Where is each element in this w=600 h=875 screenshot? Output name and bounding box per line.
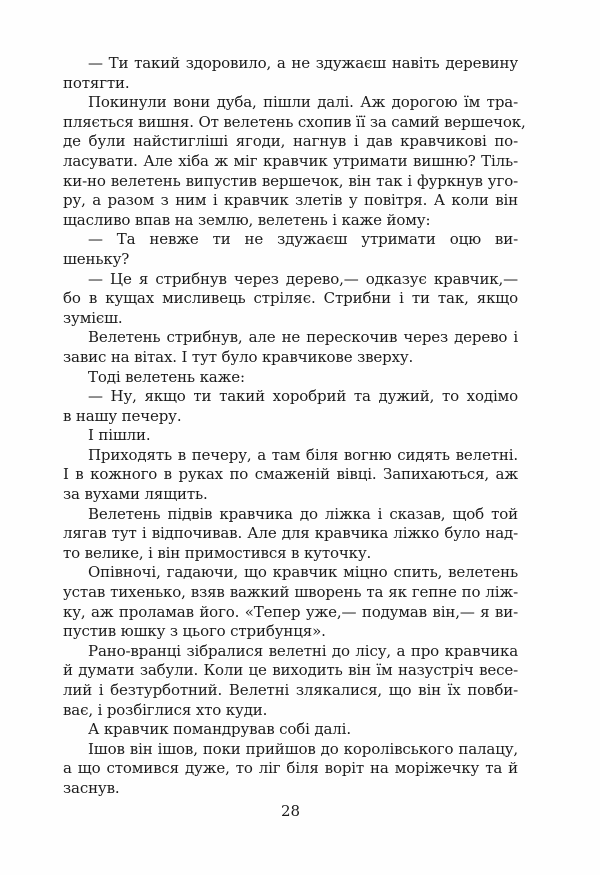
text-line: Велетень стрибнув, але не перескочив через дерево і — [88, 328, 518, 347]
text-line: потягти. — [63, 73, 130, 92]
text-line: де були найстигліші ягоди, нагнув і дав кравчикові по- — [63, 132, 518, 151]
text-block — [63, 54, 526, 799]
page-number: 28 — [280, 802, 301, 820]
text-line: І пішли. — [88, 426, 151, 445]
text-line: то велике, і він примостився в куточку. — [63, 543, 372, 562]
text-line: А кравчик помандрував собі далі. — [88, 720, 351, 739]
text-line: Ішов він ішов, поки прийшов до королівського палацу, — [88, 739, 518, 758]
text-line: й думати забули. Коли це виходить він їм назустріч весе- — [63, 661, 518, 680]
text-line: щасливо впав на землю, велетень і каже йому: — [63, 210, 431, 229]
text-line: — Це я стрибнув через дерево,— одказує кравчик,— — [88, 269, 518, 288]
text-line: а що стомився дуже, то ліг біля воріт на моріжечку та й — [63, 759, 518, 778]
text-line: бо в кущах мисливець стріляє. Стрибни і ти так, якщо — [63, 289, 518, 308]
text-line: ки-но велетень випустив вершечок, він так і фуркнув уго- — [63, 171, 518, 190]
text-line: заснув. — [63, 778, 120, 797]
text-line: Рано-вранці зібралися велетні до лісу, а про кравчика — [88, 641, 518, 660]
text-line: пустив юшку з цього стрибунця». — [63, 622, 326, 641]
text-line: ває, і розбіглися хто куди. — [63, 700, 268, 719]
text-line: І в кожного в руках по смаженій вівці. Запихаються, аж — [63, 465, 518, 484]
text-line: Покинули вони дуба, пішли далі. Аж дорогою їм тра- — [88, 93, 518, 112]
text-line: — Та невже ти не здужаєш утримати оцю ви- — [88, 230, 518, 249]
text-line: Опівночі, гадаючи, що кравчик міцно спить, велетень — [88, 563, 518, 582]
text-line: Велетень підвів кравчика до ліжка і сказав, щоб той — [88, 504, 518, 523]
text-line: лягав тут і відпочивав. Але для кравчика ліжко було над- — [63, 524, 518, 543]
text-line: — Ну, якщо ти такий хоробрий та дужий, то ходімо — [88, 387, 518, 406]
text-line: Приходять в печеру, а там біля вогню сидять велетні. — [88, 445, 518, 464]
text-line: ру, а разом з ним і кравчик злетів у повітря. А коли він — [63, 191, 518, 210]
text-line: — Ти такий здоровило, а не здужаєш навіть деревину — [88, 54, 518, 72]
text-line: ласувати. Але хіба ж міг кравчик утримати вишню? Тіль- — [63, 151, 518, 170]
text-line: зумієш. — [63, 308, 123, 327]
text-line: за вухами лящить. — [63, 485, 208, 504]
text-line: лий і безтурботний. Велетні злякалися, що він їх повби- — [63, 681, 518, 699]
text-line: устав тихенько, взяв важкий шворень та як гепне по ліж- — [63, 583, 518, 602]
text-line: пляється вишня. От велетень схопив її за самий вершечок, — [63, 112, 526, 131]
text-line: Тоді велетень каже: — [88, 367, 245, 386]
text-line: ку, аж проламав його. «Тепер уже,— подумав він,— я ви- — [63, 602, 518, 621]
text-line: шеньку? — [63, 249, 130, 268]
text-line: в нашу печеру. — [63, 406, 182, 425]
text-line: завис на вітах. І тут було кравчикове зверху. — [63, 347, 414, 366]
